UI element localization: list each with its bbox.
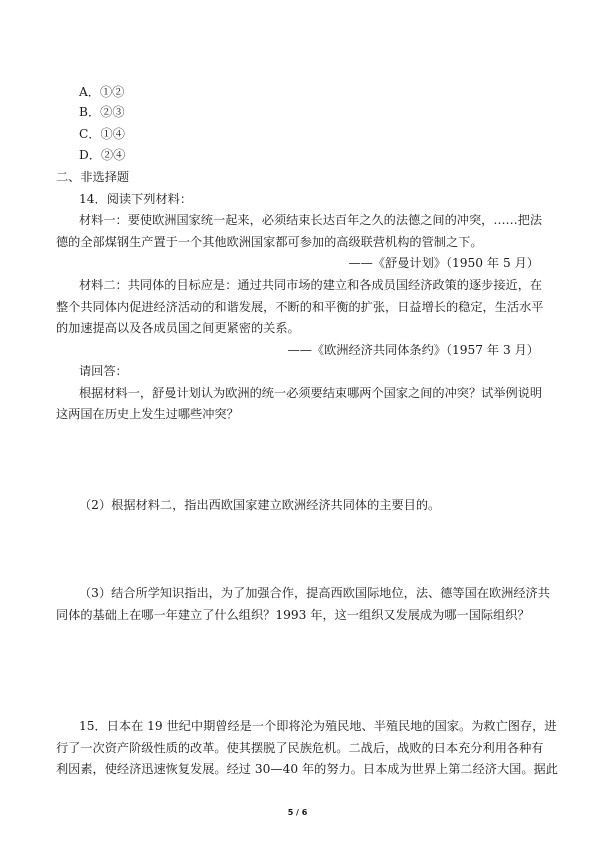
material-1-source: ——《舒曼计划》（1950 年 5 月） [348, 256, 539, 270]
question-15-line: 利因素，使经济迅速恢复发展。经过 30—40 年的努力。日本成为世界上第二经济大国。据此 [56, 762, 558, 776]
material-2-line: 材料二：共同体的目标应是：通过共同市场的建立和各成员国经济政策的逐步接近，在 [79, 278, 543, 292]
option-b: B．②③ [79, 105, 125, 119]
material-2-line: 的加速提高以及各成员国之间更紧密的关系。 [56, 321, 300, 335]
material-2-line: 整个共同体内促进经济活动的和谐发展，不断的和平衡的扩张，日益增长的稳定，生活水平 [56, 300, 544, 314]
sub-question-3-line: （3）结合所学知识指出，为了加强合作，提高西欧国际地位，法、德等国在欧洲经济共 [79, 586, 550, 600]
option-d: D．②④ [79, 148, 126, 162]
question-15-line: 行了一次资产阶级性质的改革。使其摆脱了民族危机。二战后，战败的日本充分利用各种有 [56, 741, 544, 755]
sub-question-2: （2）根据材料二，指出西欧国家建立欧洲经济共同体的主要目的。 [79, 498, 441, 512]
option-a: A．①② [79, 85, 125, 99]
sub-question-1-line: 根据材料一，舒曼计划认为欧洲的统一必须要结束哪两个国家之间的冲突？试举例说明 [79, 386, 543, 400]
answer-prompt: 请回答： [79, 364, 128, 378]
material-1-line: 材料一：要使欧洲国家统一起来，必须结束长达百年之久的法德之间的冲突，……把法 [79, 213, 543, 227]
option-c: C．①④ [79, 127, 125, 141]
material-1-line: 德的全部煤钢生产置于一个其他欧洲国家都可参加的高级联营机构的管制之下。 [56, 235, 483, 249]
page-number: 5 / 6 [287, 808, 308, 817]
section-title: 二、非选择题 [56, 170, 130, 184]
question-14-stem: 14．阅读下列材料： [79, 192, 193, 206]
question-15-line: 15．日本在 19 世纪中期曾经是一个即将沦为殖民地、半殖民地的国家。为救亡图存，进 [79, 719, 557, 733]
material-2-source: ——《欧洲经济共同体条约》（1957 年 3 月） [287, 343, 539, 357]
sub-question-1-line: 这两国在历史上发生过哪些冲突？ [56, 407, 239, 421]
sub-question-3-line: 同体的基础上在哪一年建立了什么组织？1993 年，这一组织又发展成为哪一国际组织？ [56, 608, 530, 622]
